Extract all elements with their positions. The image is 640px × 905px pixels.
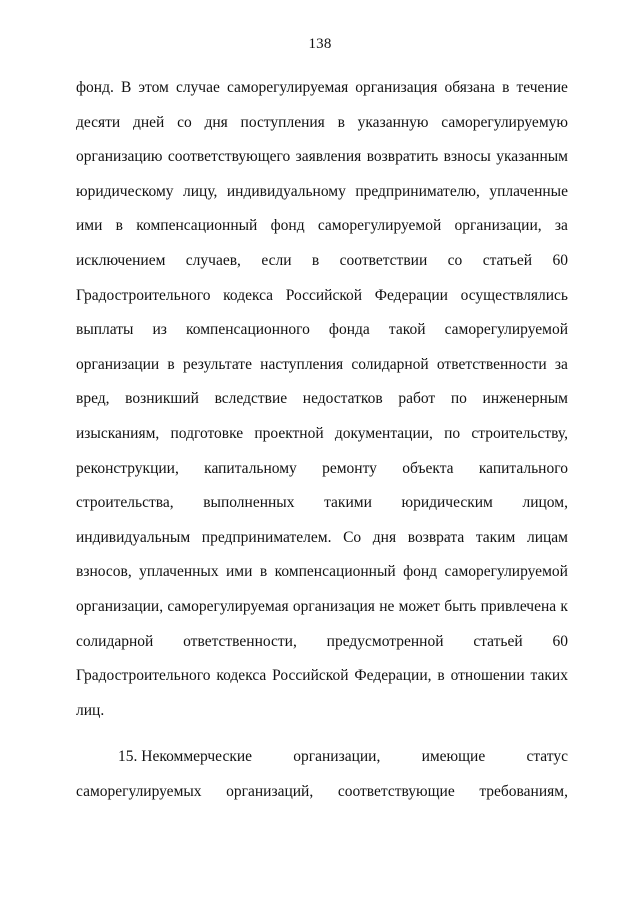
text-line [76,175,568,210]
word: предусмотренной [326,632,444,650]
word: организацию [76,148,163,166]
word: дня [204,113,228,131]
word: саморегулируемая [167,597,289,615]
word: возвратить [366,148,439,166]
text-line [76,740,568,775]
word: поступления [240,113,325,131]
word: взносов, [76,563,132,581]
word: проектной [254,424,324,442]
word: взносы [443,148,491,166]
word: лицу, [183,182,218,200]
word: юридическому [76,182,174,200]
word: быть [444,597,477,615]
word: реконструкции, [76,459,179,477]
word: В [120,79,132,96]
word: солидарной [76,632,154,650]
word: Российской [285,286,363,304]
word: 60 [552,632,568,650]
word: индивидуальному [226,182,346,200]
word: фонд [403,563,438,581]
text-line [76,590,568,625]
text-line [76,775,568,810]
word: исключением [76,251,166,269]
word: отношении [450,667,525,685]
word: к [560,597,568,615]
text-line [76,659,568,694]
document-body [76,71,568,809]
word: подготовке [170,424,244,442]
word: выполненных [203,494,295,512]
text-line [76,71,568,106]
word: таким [475,528,516,546]
word: компенсационный [274,563,396,581]
word: соответствии [339,251,428,269]
text-line [76,106,568,141]
word: организации [76,355,160,373]
word: строительству, [471,424,568,442]
word: саморегулируемой [444,321,568,339]
word: капитальному [204,459,297,477]
word: уплаченных [139,563,219,581]
word: саморегулируемой [317,217,442,235]
word: за [554,217,568,235]
word: кодекса [223,286,274,304]
word: в [167,355,175,373]
word: со [447,251,463,269]
word: компенсационный [136,217,258,235]
word: индивидуальным [76,528,191,546]
word: заявления [295,148,362,166]
word: саморегулируемой [444,563,568,581]
word: из [152,321,167,339]
word: организация [355,79,438,96]
word: лицом, [522,494,568,512]
word: предпринимателю, [355,182,480,200]
word: по [444,424,461,442]
text-line [76,244,568,279]
word: ответственности [436,355,547,373]
word: привлечена [480,597,557,615]
word: инженерным [482,390,568,408]
text-line [76,279,568,314]
word: организации, [293,748,381,766]
word: кодекса [216,667,267,685]
word: саморегулируемая [226,79,349,96]
word: ответственности, [183,632,297,650]
word: Федерации [374,286,448,304]
word: возникший [125,390,199,408]
word: имеющие [421,748,486,766]
word: возврата [407,528,465,546]
text-line [76,348,568,383]
word: Градостроительного [76,667,211,685]
word: организаций, [226,782,314,800]
word: уплаченные [489,182,568,200]
text-line [76,140,568,175]
word: ими [76,217,103,235]
word: дня [372,528,397,546]
word: статьей [482,251,533,269]
word: в [259,563,268,581]
word: результате [182,355,252,373]
word: осуществлялись [460,286,568,304]
word: организация [292,597,375,615]
word: требованиям, [479,782,568,800]
word: капитального [478,459,568,477]
word: организации, [454,217,542,235]
word: если [261,251,292,269]
text-line: лиц. [76,701,105,719]
text-line [76,313,568,348]
word: статьей [473,632,523,650]
text-line [76,417,568,452]
word: указанным [496,148,568,166]
word: документации, [334,424,433,442]
word: наступления [260,355,344,373]
word: в [311,251,320,269]
word: фонд [270,217,305,235]
word: работ [398,390,436,408]
word: таких [530,667,568,685]
text-line [76,452,568,487]
word: со [177,113,192,131]
word: десяти [76,113,121,131]
word: по [450,390,467,408]
word: фонда [328,321,370,339]
word: в [115,217,123,235]
word: случае [175,79,220,96]
word: в [437,667,445,685]
word: в [502,79,510,96]
word: фонд. [76,79,114,96]
word: изысканиям, [76,424,160,442]
word: не [379,597,395,615]
text-line [76,521,568,556]
text-line [76,209,568,244]
word: саморегулируемых [76,782,202,800]
paragraph [76,740,568,809]
word: ими [226,563,253,581]
paragraph [76,71,568,694]
word: компенсационного [186,321,310,339]
word: Федерации, [354,667,432,685]
word: в [337,113,345,131]
word: указанную [357,113,429,131]
word: дней [132,113,165,131]
text-line [76,486,568,521]
word: соответствующего [167,148,291,166]
paragraph-spacer [76,728,568,740]
word: соответствующие [337,782,455,800]
word: юридическим [401,494,493,512]
word: Градостроительного [76,286,211,304]
word: 60 [552,251,568,269]
word: предпринимателем. [201,528,332,546]
word: вред, [76,390,110,408]
word: за [554,355,568,373]
text-line [76,382,568,417]
word: недостатков [302,390,383,408]
word: солидарной [351,355,429,373]
word: саморегулируемую [441,113,568,131]
page-number: 138 [308,36,332,52]
word: может [398,597,440,615]
word: лицам [526,528,568,546]
word: такой [388,321,426,339]
word: ремонту [322,459,377,477]
word: организации, [76,597,164,615]
word: обязана [444,79,495,96]
word: Со [343,528,362,546]
word: вследствие [214,390,288,408]
text-line [76,625,568,660]
word: строительства, [76,494,174,512]
word: случаев, [185,251,241,269]
text-line [76,555,568,590]
word: 15. Некоммерческие [118,748,253,766]
word: этом [138,79,169,96]
word: объекта [402,459,454,477]
word: статус [526,748,568,766]
word: течение [516,79,568,96]
word: такими [324,494,372,512]
word: Российской [272,667,349,685]
word: выплаты [76,321,134,339]
